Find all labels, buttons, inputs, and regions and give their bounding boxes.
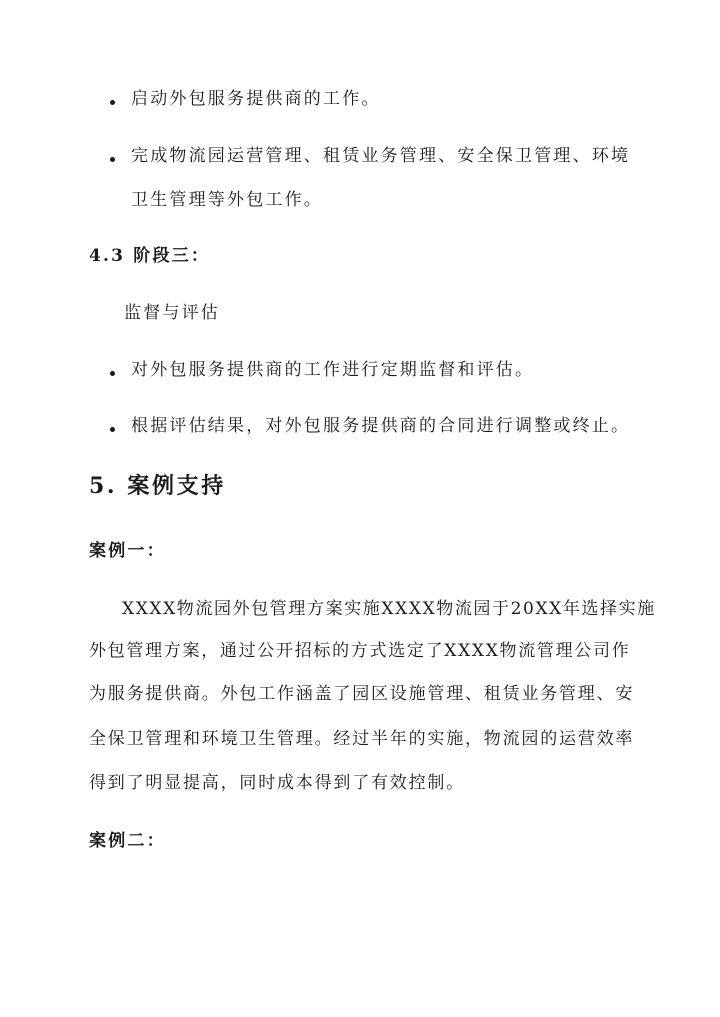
bullet-item-2-line-1: 完成物流园运营管理、租赁业务管理、安全保卫管理、环境	[131, 146, 631, 166]
case-1-line-5: 得到了明显提高，同时成本得到了有效控制。	[89, 773, 465, 793]
subsection-title: 监督与评估	[124, 303, 220, 323]
case-1-line-1: XXXX物流园外包管理方案实施XXXX物流园于20XX年选择实施	[122, 599, 656, 619]
case-2-title: 案例二：	[89, 831, 166, 851]
bullet-dot	[110, 371, 115, 376]
bullet-item-2-line-2: 卫生管理等外包工作。	[131, 190, 323, 210]
case-1-line-3: 为服务提供商。外包工作涵盖了园区设施管理、租赁业务管理、安	[89, 684, 635, 704]
section-heading-5: 5. 案例支持	[89, 473, 226, 499]
case-1-line-4: 全保卫管理和环境卫生管理。经过半年的实施，物流园的运营效率	[89, 729, 635, 749]
case-1-line-2: 外包管理方案，通过公开招标的方式选定了XXXX物流管理公司作	[89, 641, 631, 661]
case-1-title: 案例一：	[89, 541, 166, 561]
bullet-dot	[110, 157, 115, 162]
bullet-item-3: 对外包服务提供商的工作进行定期监督和评估。	[131, 360, 535, 380]
bullet-dot	[110, 427, 115, 432]
bullet-item-4: 根据评估结果，对外包服务提供商的合同进行调整或终止。	[131, 416, 631, 436]
section-heading-4-3: 4.3 阶段三：	[89, 246, 211, 266]
bullet-dot	[110, 100, 115, 105]
bullet-item-1: 启动外包服务提供商的工作。	[131, 89, 381, 109]
